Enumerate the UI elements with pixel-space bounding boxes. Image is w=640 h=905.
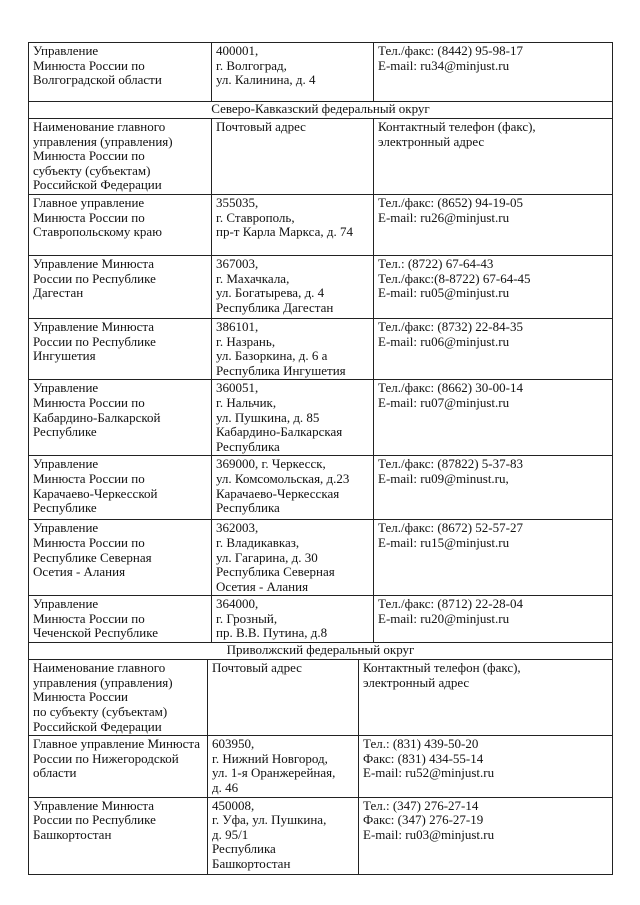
office-name: Главное управление Минюста России по Ставропольскому краю <box>29 194 212 255</box>
office-name: Управление Минюста России по Волгоградской области <box>29 43 212 102</box>
postal-address: 369000, г. Черкесск, ул. Комсомольская, д.23 Карачаево-Черкесская Республика <box>212 456 374 520</box>
header-contact: Контактный телефон (факс), электронный адрес <box>359 660 613 736</box>
office-name: Главное управление Минюста России по Нижегородской области <box>29 736 208 797</box>
section-title-row <box>29 102 613 119</box>
contact-info: Тел.: (8722) 67-64-43 Тел./факс:(8-8722) 67-64-45 E-mail: ru05@minjust.ru <box>374 255 613 318</box>
header-contact: Контактный телефон (факс), электронный адрес <box>374 119 613 195</box>
contact-info: Тел./факс: (8442) 95-98-17 E-mail: ru34@minjust.ru <box>374 43 613 102</box>
section-title: Приволжский федеральный округ <box>29 643 613 660</box>
office-name: Управление Минюста России по Республике Башкортостан <box>29 797 208 874</box>
postal-address: 450008, г. Уфа, ул. Пушкина, д. 95/1 Республика Башкортостан <box>208 797 359 874</box>
document-page <box>28 42 613 875</box>
table-header-row <box>29 119 613 195</box>
contact-info: Тел./факс: (87822) 5-37-83 E-mail: ru09@minust.ru, <box>374 456 613 520</box>
table-row <box>29 380 613 456</box>
postal-address: 360051, г. Нальчик, ул. Пушкина, д. 85 Кабардино-Балкарская Республика <box>212 380 374 456</box>
table-row <box>29 318 613 379</box>
contact-info: Тел./факс: (8712) 22-28-04 E-mail: ru20@minjust.ru <box>374 596 613 643</box>
table-row <box>29 596 613 643</box>
contact-info: Тел./факс: (8662) 30-00-14 E-mail: ru07@minjust.ru <box>374 380 613 456</box>
office-name: Управление Минюста России по Республике Ингушетия <box>29 318 212 379</box>
table-row <box>29 43 613 102</box>
table-row <box>29 797 613 874</box>
header-address: Почтовый адрес <box>212 119 374 195</box>
table-row <box>29 736 613 797</box>
postal-address: 364000, г. Грозный, пр. В.В. Путина, д.8 <box>212 596 374 643</box>
office-name: Управление Минюста России по Республике Дагестан <box>29 255 212 318</box>
header-address: Почтовый адрес <box>208 660 359 736</box>
section-title-row <box>29 643 613 660</box>
contacts-table-north-caucasus <box>28 42 613 643</box>
postal-address: 367003, г. Махачкала, ул. Богатырева, д. 4 Республика Дагестан <box>212 255 374 318</box>
contact-info: Тел.: (831) 439-50-20 Факс: (831) 434-55-14 E-mail: ru52@minjust.ru <box>359 736 613 797</box>
contact-info: Тел./факс: (8672) 52-57-27 E-mail: ru15@minjust.ru <box>374 520 613 596</box>
header-name: Наименование главного управления (управления) Минюста России по субъекту (субъектам) Российской Федерации <box>29 119 212 195</box>
postal-address: 355035, г. Ставрополь, пр-т Карла Маркса, д. 74 <box>212 194 374 255</box>
table-row <box>29 520 613 596</box>
office-name: Управление Минюста России по Чеченской Республике <box>29 596 212 643</box>
table-row <box>29 255 613 318</box>
office-name: Управление Минюста России по Карачаево-Черкесской Республике <box>29 456 212 520</box>
contact-info: Тел.: (347) 276-27-14 Факс: (347) 276-27-19 E-mail: ru03@minjust.ru <box>359 797 613 874</box>
contact-info: Тел./факс: (8652) 94-19-05 E-mail: ru26@minjust.ru <box>374 194 613 255</box>
postal-address: 386101, г. Назрань, ул. Базоркина, д. 6 а Республика Ингушетия <box>212 318 374 379</box>
header-name: Наименование главного управления (управления) Минюста России по субъекту (субъектам) Российской Федерации <box>29 660 208 736</box>
postal-address: 400001, г. Волгоград, ул. Калинина, д. 4 <box>212 43 374 102</box>
table-row <box>29 456 613 520</box>
contact-info: Тел./факс: (8732) 22-84-35 E-mail: ru06@minjust.ru <box>374 318 613 379</box>
postal-address: 362003, г. Владикавказ, ул. Гагарина, д. 30 Республика Северная Осетия - Алания <box>212 520 374 596</box>
table-row <box>29 194 613 255</box>
contacts-table-volga <box>28 642 613 874</box>
section-title: Северо-Кавказский федеральный округ <box>29 102 613 119</box>
office-name: Управление Минюста России по Республике Северная Осетия - Алания <box>29 520 212 596</box>
postal-address: 603950, г. Нижний Новгород, ул. 1-я Оранжерейная, д. 46 <box>208 736 359 797</box>
table-header-row <box>29 660 613 736</box>
office-name: Управление Минюста России по Кабардино-Балкарской Республике <box>29 380 212 456</box>
